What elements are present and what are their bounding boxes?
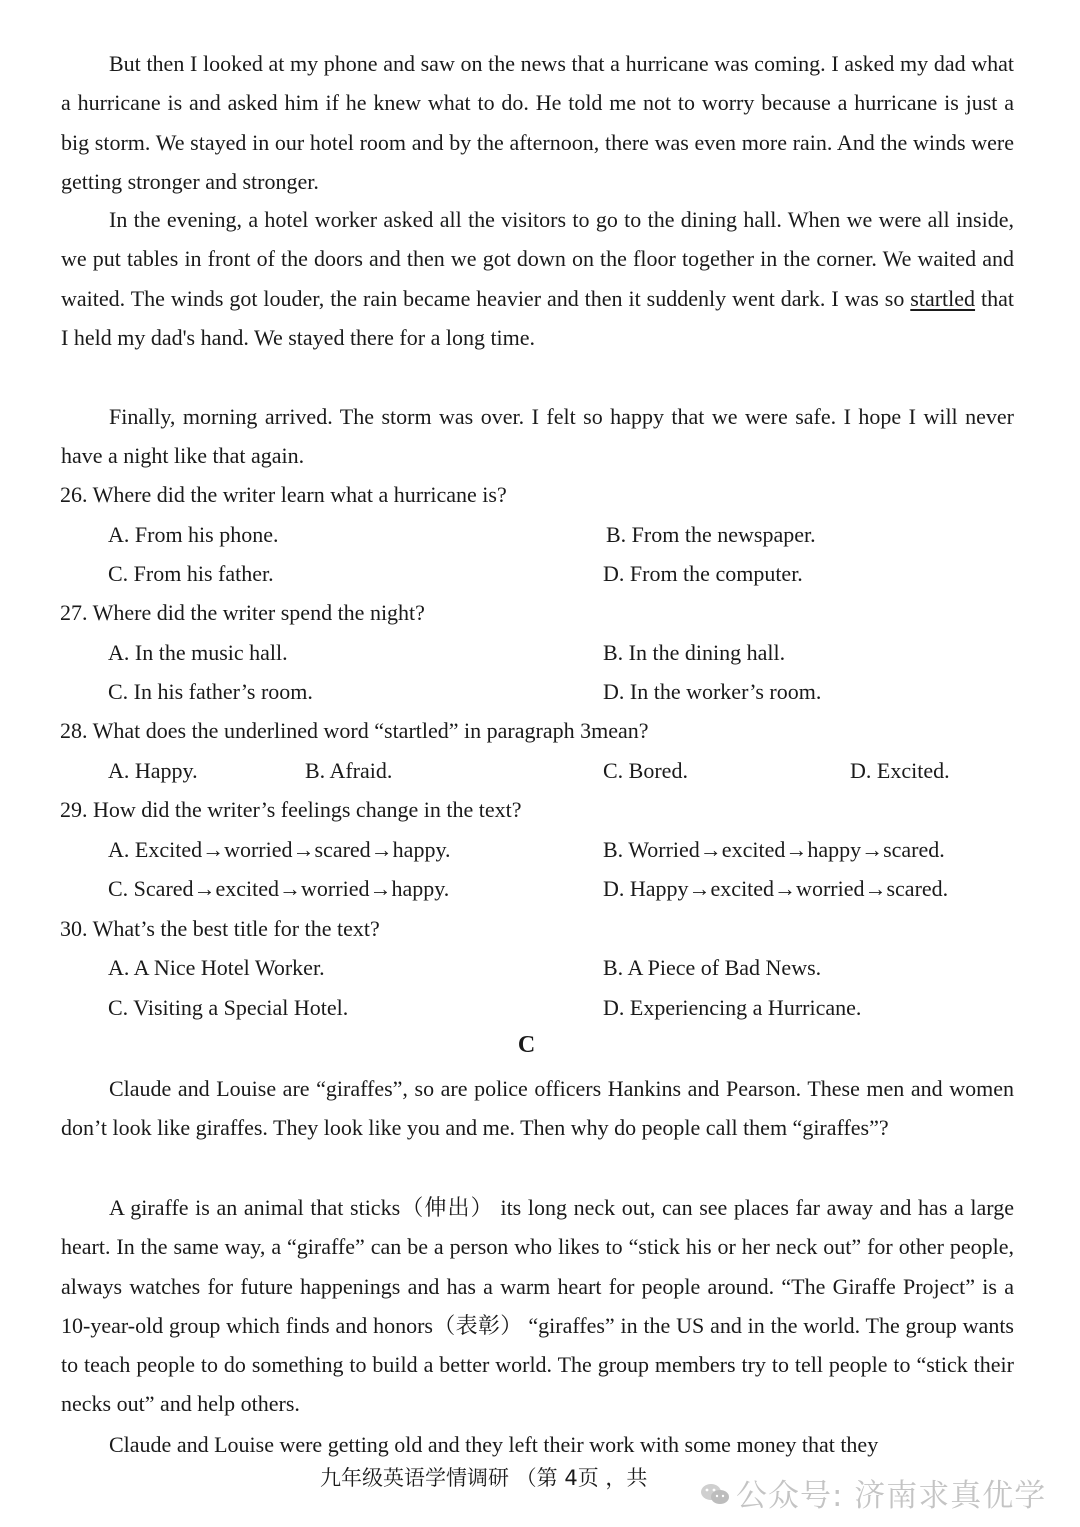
question-28: 28. What does the underlined word “startled” in paragraph 3mean? [60, 718, 649, 743]
option-26c[interactable]: C. From his father. [108, 561, 274, 586]
passage-c-paragraph-1: Claude and Louise are “giraffes”, so are police officers Hankins and Pearson. These men and women don’t look like giraffes. They look like you and me. Then why do people call them “giraffes”? [61, 1076, 1014, 1141]
option-28c[interactable]: C. Bored. [603, 758, 688, 783]
option-30b[interactable]: B. A Piece of Bad News. [603, 955, 822, 980]
section-c-heading: C [517, 1032, 536, 1058]
question-27: 27. Where did the writer spend the night? [60, 600, 425, 625]
option-28a[interactable]: A. Happy. [108, 758, 198, 783]
watermark-text: 公众号: 济南求真优学 [736, 1478, 1047, 1514]
option-27d[interactable]: D. In the worker’s room. [603, 679, 822, 704]
option-28d[interactable]: D. Excited. [850, 758, 950, 783]
option-26d[interactable]: D. From the computer. [603, 561, 803, 586]
option-27b[interactable]: B. In the dining hall. [603, 640, 786, 665]
option-29c[interactable]: C. Scared→excited→worried→happy. [108, 876, 450, 901]
option-28b[interactable]: B. Afraid. [305, 758, 393, 783]
option-26a[interactable]: A. From his phone. [108, 522, 279, 547]
option-29a[interactable]: A. Excited→worried→scared→happy. [108, 837, 451, 862]
passage-c-paragraph-2: A giraffe is an animal that sticks（伸出） its long neck out, can see places far away and has a large heart. In the same way, a “giraffe” can be a person who likes to “stick his or her neck out” for other people, always watches for future happenings and has a warm heart for people around. “The Giraffe Project” is a 10-year-old group which finds and honors（表彰） “giraffes” in the US and in the world. The group wants to teach people to do something to build a better world. The group members try to tell people to “stick their necks out” and help others. [61, 1195, 1014, 1417]
option-27c[interactable]: C. In his father’s room. [108, 679, 313, 704]
passage-b-paragraph-3 [61, 200, 1014, 357]
paragraph-text: that I held my dad's hand. We stayed there for a long time. [61, 285, 1014, 350]
wechat-icon [700, 1480, 730, 1516]
paragraph-text: In the evening, a hotel worker asked all the visitors to go to the dining hall. When we were all inside, we put tables in front of the doors and then we got down on the floor together in the corner. We waited and waited. The winds got louder, the rain became heavier and then it suddenly went dark. I was so [61, 207, 1014, 311]
question-30: 30. What’s the best title for the text? [60, 916, 380, 941]
option-27a[interactable]: A. In the music hall. [108, 640, 288, 665]
passage-b-paragraph-2: But then I looked at my phone and saw on the news that a hurricane was coming. I asked my dad what a hurricane is and asked him if he knew what to do. He told me not to worry because a hurricane is just a big storm. We stayed in our hotel room and by the afternoon, there was even more rain. And the winds were getting stronger and stronger. [61, 51, 1014, 194]
option-30d[interactable]: D. Experiencing a Hurricane. [603, 995, 862, 1020]
option-29d[interactable]: D. Happy→excited→worried→scared. [603, 876, 949, 901]
option-30a[interactable]: A. A Nice Hotel Worker. [108, 955, 325, 980]
passage-c-paragraph-3: Claude and Louise were getting old and they left their work with some money that they [109, 1432, 879, 1457]
underlined-word: startled [910, 285, 976, 311]
question-29: 29. How did the writer’s feelings change in the text? [60, 797, 522, 822]
question-26: 26. Where did the writer learn what a hurricane is? [60, 482, 507, 507]
watermark [700, 1470, 1046, 1516]
option-26b[interactable]: B. From the newspaper. [606, 522, 816, 547]
option-29b[interactable]: B. Worried→excited→happy→scared. [603, 837, 945, 862]
page-footer: 九年级英语学情调研 （第 4页 ，共 [320, 1466, 648, 1490]
option-30c[interactable]: C. Visiting a Special Hotel. [108, 995, 349, 1020]
passage-b-paragraph-4: Finally, morning arrived. The storm was over. I felt so happy that we were safe. I hope I will never have a night like that again. [61, 404, 1014, 469]
